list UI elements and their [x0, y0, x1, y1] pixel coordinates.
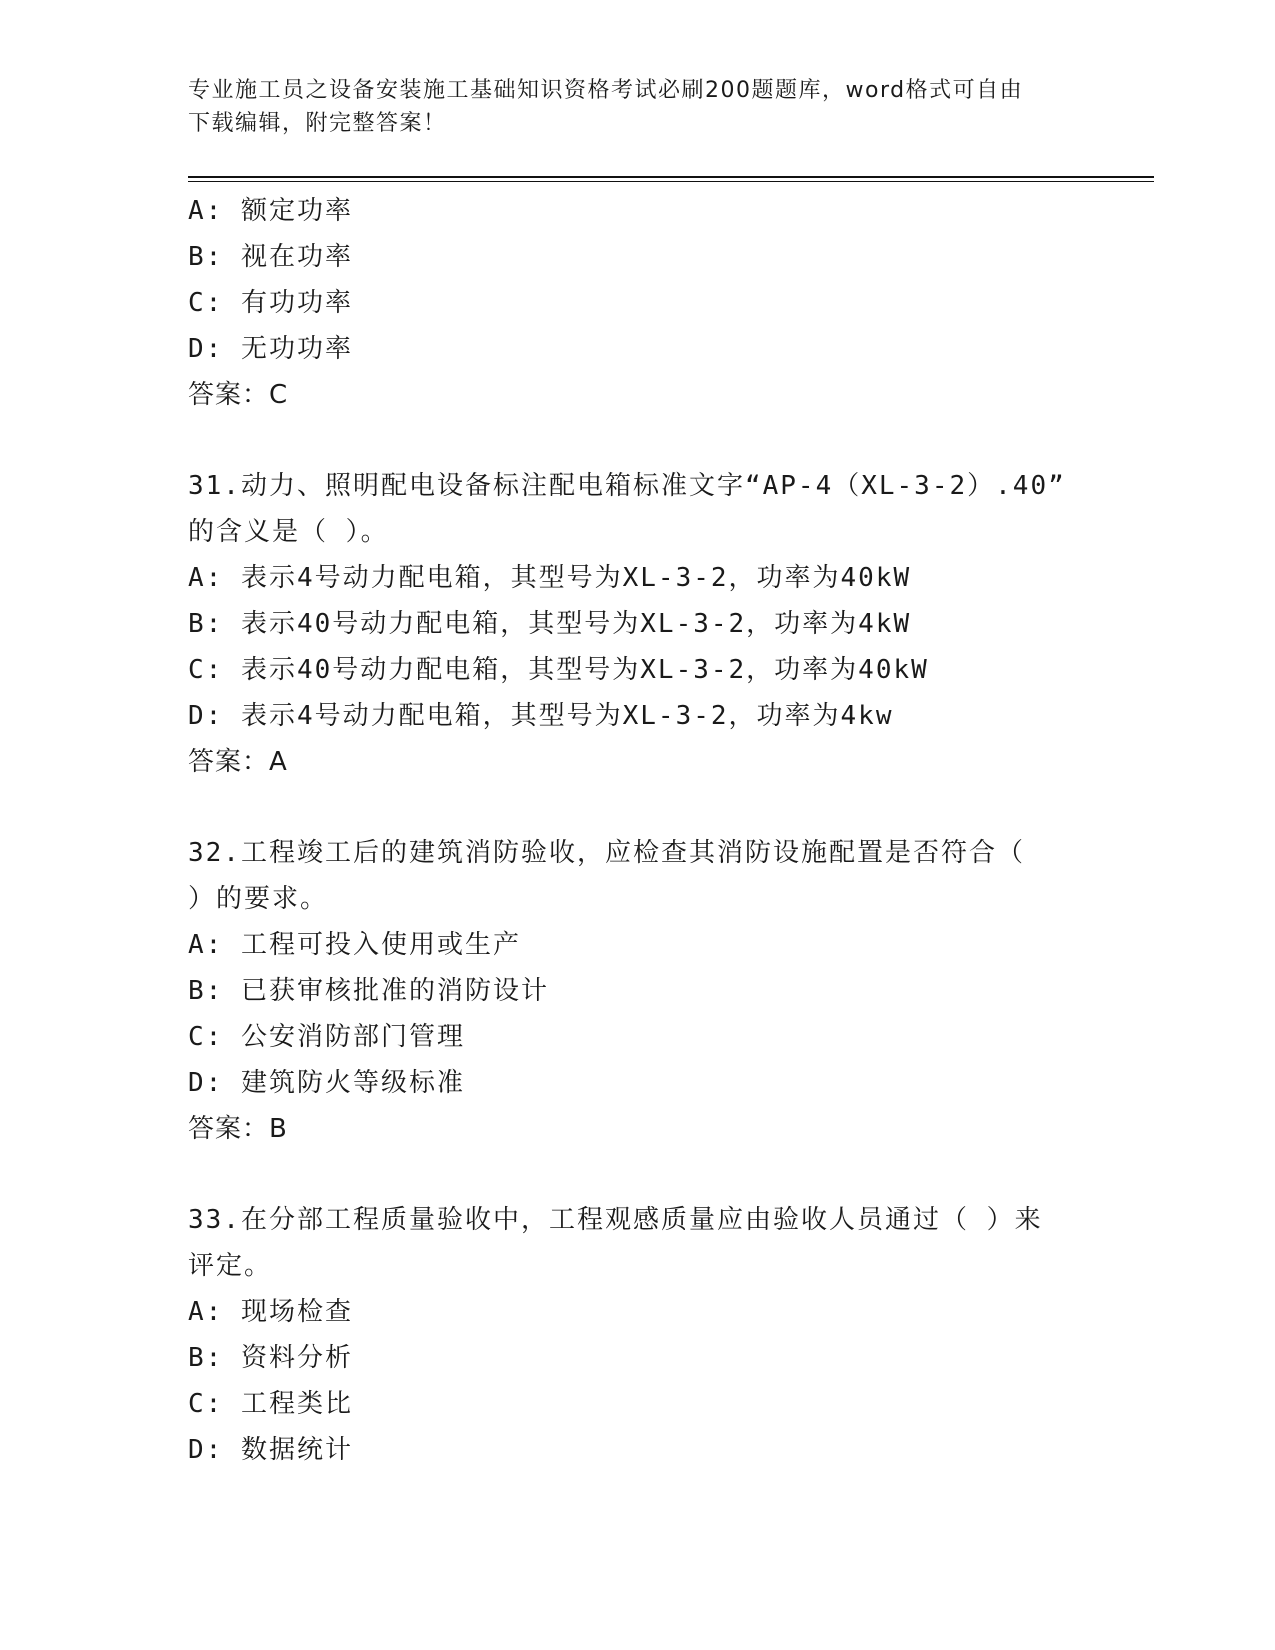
- option-d: D: 建筑防火等级标准: [188, 1068, 465, 1098]
- option-c: C: 公安消防部门管理: [188, 1022, 465, 1052]
- header-rule-thin: [188, 181, 1154, 182]
- header-line-1: 专业施工员之设备安装施工基础知识资格考试必刷200题题库，word格式可自由: [188, 78, 1024, 103]
- answer-line: 答案：A: [188, 747, 288, 777]
- option-b: B: 资料分析: [188, 1343, 353, 1373]
- answer-line: 答案：B: [188, 1114, 288, 1144]
- option-c: C: 有功功率: [188, 288, 353, 318]
- question-block-30: [188, 188, 1088, 418]
- question-stem: 33.在分部工程质量验收中，工程观感质量应由验收人员通过（ ）来: [188, 1205, 1043, 1235]
- question-list: [188, 188, 1088, 1473]
- option-d: D: 表示4号动力配电箱，其型号为XL-3-2，功率为4kw: [188, 701, 894, 731]
- header-rule-thick: [188, 176, 1154, 178]
- question-stem: 32.工程竣工后的建筑消防验收，应检查其消防设施配置是否符合（: [188, 838, 1025, 868]
- option-c: C: 表示40号动力配电箱，其型号为XL-3-2，功率为40kW: [188, 655, 929, 685]
- option-c: C: 工程类比: [188, 1389, 353, 1419]
- document-header: [188, 74, 1068, 140]
- question-stem-cont: ）的要求。: [188, 884, 329, 914]
- option-b: B: 表示40号动力配电箱，其型号为XL-3-2，功率为4kW: [188, 609, 912, 639]
- option-a: A: 工程可投入使用或生产: [188, 930, 521, 960]
- option-b: B: 视在功率: [188, 242, 353, 272]
- header-line-2: 下载编辑，附完整答案！: [188, 111, 447, 136]
- option-b: B: 已获审核批准的消防设计: [188, 976, 549, 1006]
- option-a: A: 表示4号动力配电箱，其型号为XL-3-2，功率为40kW: [188, 563, 912, 593]
- question-block-33: [188, 1197, 1088, 1473]
- question-block-32: [188, 830, 1088, 1152]
- question-block-31: [188, 463, 1088, 785]
- answer-line: 答案：C: [188, 380, 289, 410]
- option-a: A: 现场检查: [188, 1297, 353, 1327]
- question-stem-cont: 的含义是（ ）。: [188, 517, 389, 547]
- option-d: D: 无功功率: [188, 334, 353, 364]
- option-a: A: 额定功率: [188, 196, 353, 226]
- question-stem: 31.动力、照明配电设备标注配电箱标准文字“AP-4（XL-3-2）.40”: [188, 471, 1066, 501]
- option-d: D: 数据统计: [188, 1435, 353, 1465]
- question-stem-cont: 评定。: [188, 1251, 273, 1281]
